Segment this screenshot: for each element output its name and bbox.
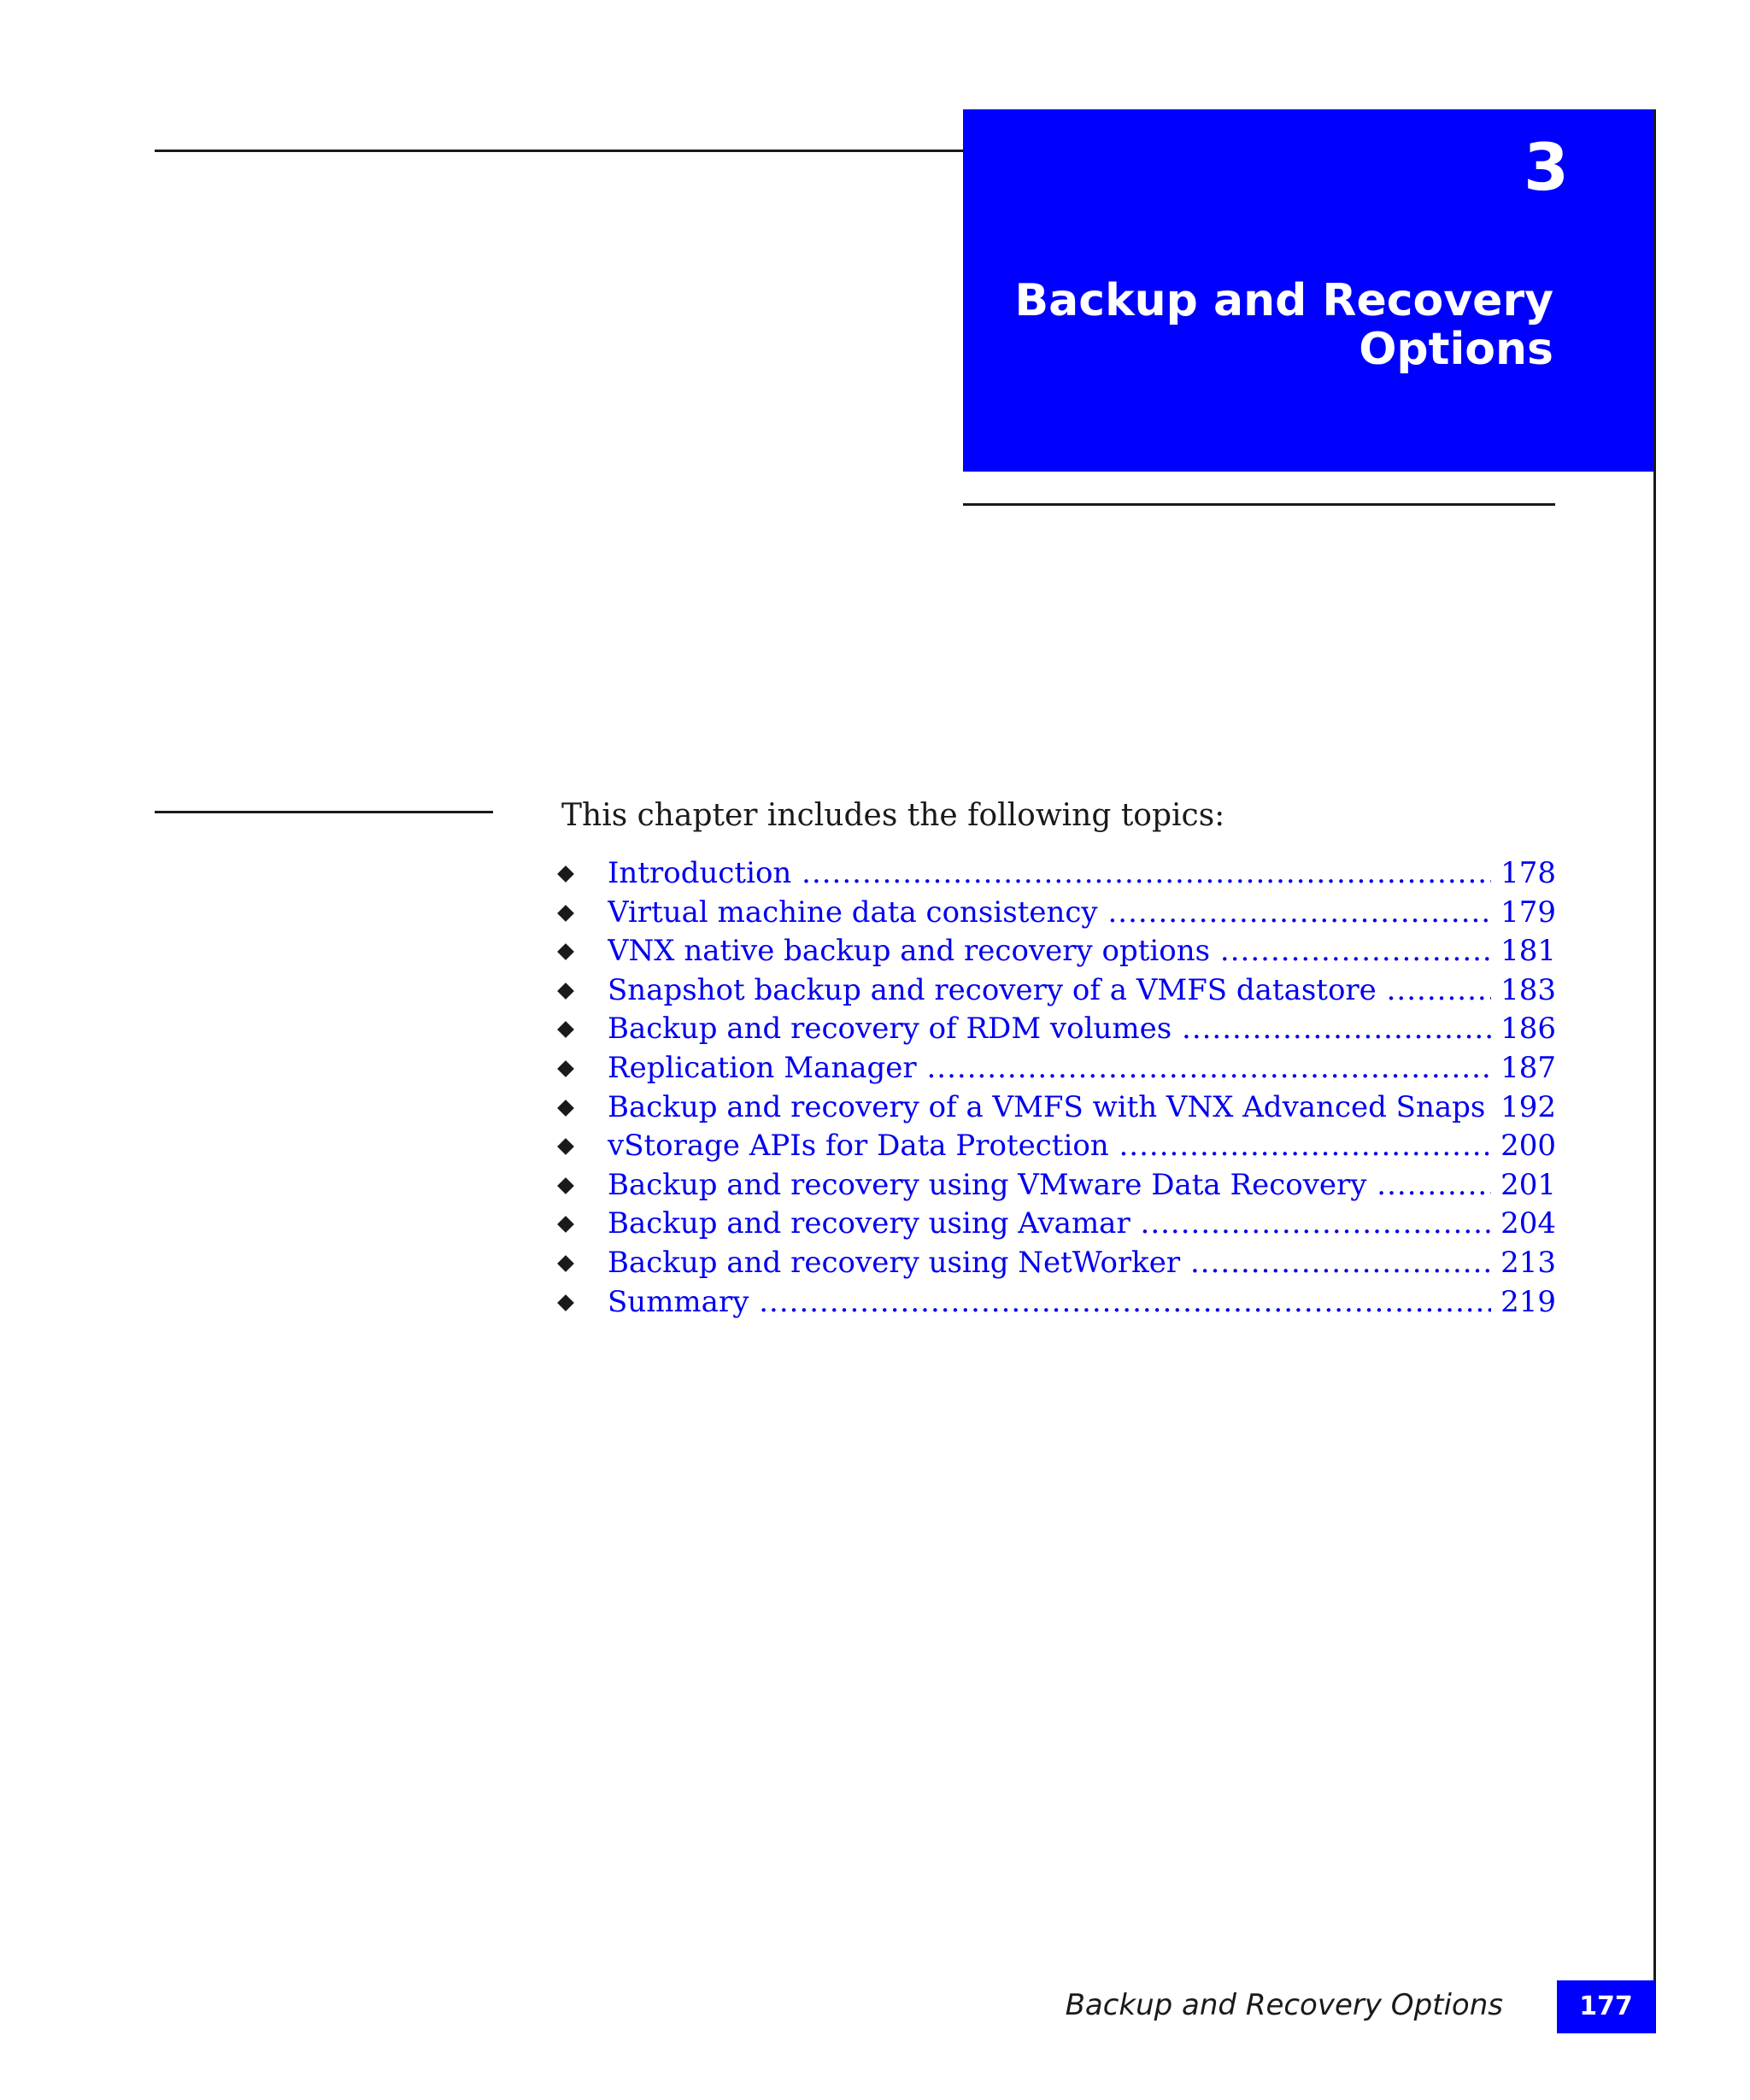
toc-item xyxy=(560,894,1556,933)
toc-link[interactable]: Backup and recovery of RDM volumes ..... xyxy=(608,1010,1491,1049)
toc-item xyxy=(560,854,1556,894)
toc-page-number[interactable]: 178 xyxy=(1500,856,1556,890)
diamond-bullet-icon xyxy=(557,1255,574,1272)
diamond-bullet-icon xyxy=(557,1021,574,1038)
diamond-bullet-icon xyxy=(557,1216,574,1233)
diamond-bullet-icon xyxy=(557,1177,574,1194)
chapter-banner xyxy=(963,109,1655,472)
toc-item xyxy=(560,1205,1556,1244)
right-margin-rule xyxy=(1653,109,1656,2033)
footer-chapter-title: Backup and Recovery Options xyxy=(1065,1988,1503,2022)
toc-page-number[interactable]: 186 xyxy=(1500,1012,1556,1047)
toc-link[interactable]: Replication Manager ..... xyxy=(608,1049,1491,1088)
chapter-title: Backup and Recovery Options xyxy=(1014,275,1553,375)
toc-page-number[interactable]: 213 xyxy=(1500,1245,1556,1280)
diamond-bullet-icon xyxy=(557,1100,574,1117)
toc-item xyxy=(560,1049,1556,1088)
toc-link[interactable]: Backup and recovery using VMware Data Recovery ..... xyxy=(608,1166,1491,1205)
toc-item xyxy=(560,1088,1556,1128)
diamond-bullet-icon xyxy=(557,905,574,922)
page-number: 177 xyxy=(1557,1980,1655,2033)
toc-link[interactable]: Backup and recovery using Avamar ..... xyxy=(608,1205,1491,1244)
intro-text: This chapter includes the following topics: xyxy=(561,798,1225,833)
toc-page-number[interactable]: 183 xyxy=(1500,972,1556,1007)
toc-page-number[interactable]: 219 xyxy=(1500,1284,1556,1319)
toc-item xyxy=(560,932,1556,971)
toc-page-number[interactable]: 179 xyxy=(1500,895,1556,930)
toc-link[interactable]: VNX native backup and recovery options ..... xyxy=(608,932,1491,971)
diamond-bullet-icon xyxy=(557,943,574,960)
toc-item xyxy=(560,1283,1556,1323)
toc-link[interactable]: Virtual machine data consistency ..... xyxy=(608,894,1491,933)
toc-page-number[interactable]: 200 xyxy=(1500,1129,1556,1164)
chapter-number: 3 xyxy=(1524,129,1569,205)
toc-item xyxy=(560,1010,1556,1049)
diamond-bullet-icon xyxy=(557,865,574,883)
toc-link[interactable]: Introduction ..... xyxy=(608,854,1491,894)
toc-link[interactable]: Summary ..... xyxy=(608,1283,1491,1323)
toc-page-number[interactable]: 201 xyxy=(1500,1167,1556,1202)
diamond-bullet-icon xyxy=(557,1294,574,1311)
toc-page-number[interactable]: 187 xyxy=(1500,1050,1556,1085)
diamond-bullet-icon xyxy=(557,983,574,1000)
toc-link[interactable]: Backup and recovery using NetWorker ..... xyxy=(608,1244,1491,1283)
toc-item xyxy=(560,1127,1556,1166)
banner-underline xyxy=(963,503,1555,506)
toc-link[interactable]: Backup and recovery of a VMFS with VNX Advanced Snaps ..... xyxy=(608,1088,1491,1128)
toc-item xyxy=(560,971,1556,1011)
toc-page-number[interactable]: 204 xyxy=(1500,1206,1556,1241)
toc-item xyxy=(560,1166,1556,1205)
intro-rule xyxy=(155,811,493,813)
toc-page-number[interactable]: 181 xyxy=(1500,934,1556,969)
toc-item xyxy=(560,1244,1556,1283)
diamond-bullet-icon xyxy=(557,1138,574,1155)
diamond-bullet-icon xyxy=(557,1060,574,1077)
toc-page-number[interactable]: 192 xyxy=(1500,1089,1556,1124)
table-of-contents xyxy=(560,854,1556,1322)
toc-link[interactable]: Snapshot backup and recovery of a VMFS datastore ..... xyxy=(608,971,1491,1011)
toc-link[interactable]: vStorage APIs for Data Protection ..... xyxy=(608,1127,1491,1166)
